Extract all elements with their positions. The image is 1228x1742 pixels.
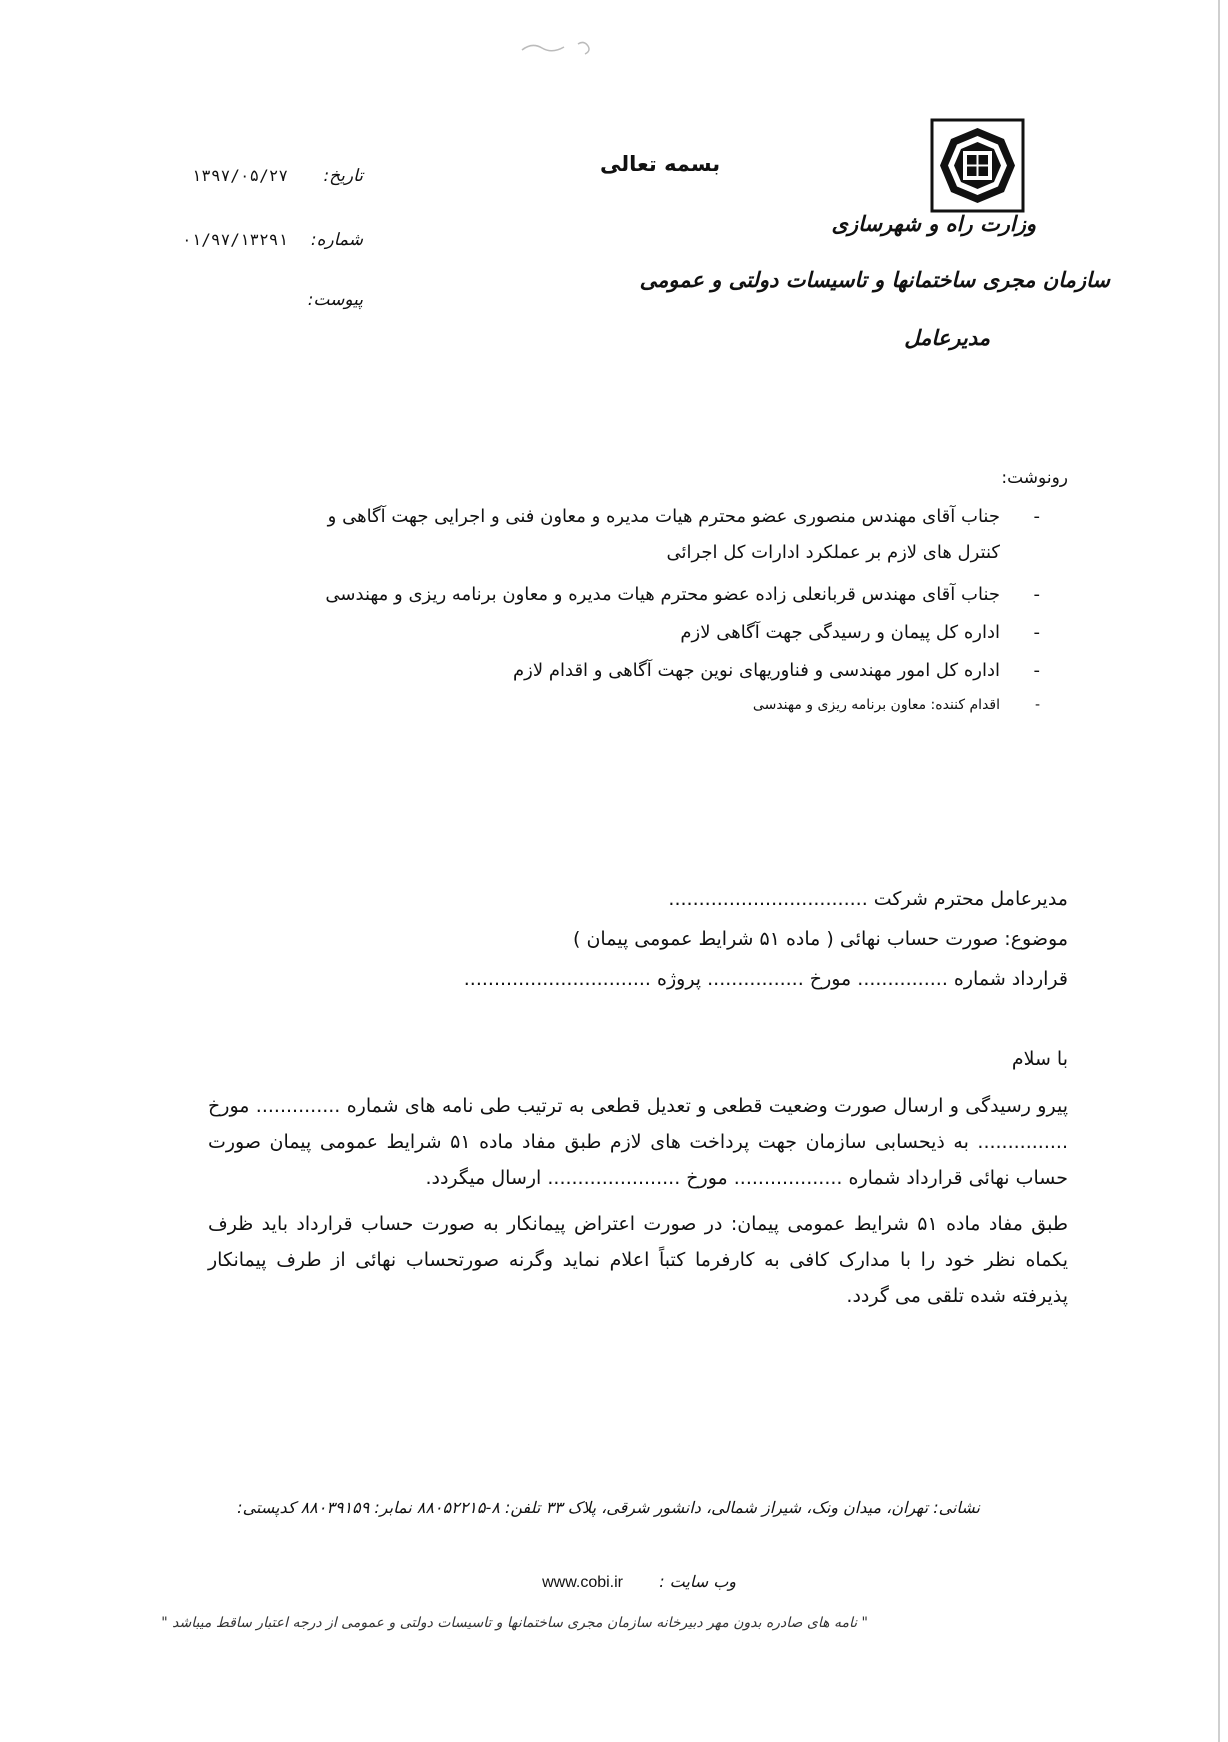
date-label: تاریخ:: [323, 166, 363, 186]
cc-item: جناب آقای مهندس منصوری عضو محترم هیات مدیره و معاون فنی و اجرایی جهت آگاهی و: [327, 506, 1000, 527]
bullet-icon: -: [1034, 697, 1040, 713]
validity-notice: " نامه های صادره بدون مهر دبیرخانه سازمان مجری ساختمانها و تاسیسات دولتی و عمومی از درجه اعتبار ساقط میباشد ": [161, 1615, 868, 1631]
bullet-icon: -: [1033, 506, 1040, 527]
footer-address: نشانی: تهران، میدان ونک، شیراز شمالی، دانشور شرقی، پلاک ۳۳ تلفن: ۸-۸۸۰۵۲۲۱۵ نمابر: ۸۸۰۳۹۱۵۹ کدپستی:: [237, 1498, 980, 1517]
attachment-label: پیوست:: [307, 290, 363, 310]
office-title: مدیرعامل: [904, 326, 990, 350]
cc-item: کنترل های لازم بر عملکرد ادارات کل اجرائی: [666, 542, 1000, 563]
body-paragraph: پیرو رسیدگی و ارسال صورت وضعیت قطعی و تعدیل قطعی به ترتیب طی نامه های شماره .............. مورخ ............... به ذیحسابی سازمان جهت پرداخت های لازم طبق مفاد ماده ۵۱ شرایط عمومی پیمان صورت حساب نهائی قرارداد شماره .................. مورخ ...................... ارسال میگردد.: [208, 1095, 1068, 1189]
date-value: ۱۳۹۷/۰۵/۲۷: [191, 166, 288, 185]
scan-edge: [1218, 0, 1220, 1742]
recipient-line: مدیرعامل محترم شرکت .................................: [668, 888, 1068, 910]
basmala: بسمه تعالی: [600, 152, 721, 176]
number-label: شماره:: [310, 230, 363, 250]
number-value: ۰۱/۹۷/۱۳۲۹۱: [182, 230, 288, 249]
cc-title: رونوشت:: [1001, 468, 1068, 488]
website-label: وب سایت :: [659, 1572, 736, 1591]
cc-item: اقدام کننده: معاون برنامه ریزی و مهندسی: [752, 697, 1000, 713]
ministry-name: وزارت راه و شهرسازی: [831, 212, 1036, 236]
cc-item: اداره کل امور مهندسی و فناوریهای نوین جهت آگاهی و اقدام لازم: [513, 660, 1000, 681]
contract-line: قرارداد شماره ............... مورخ ................ پروژه ...............................: [463, 968, 1068, 990]
bullet-icon: -: [1033, 660, 1040, 681]
subject-line: موضوع: صورت حساب نهائی ( ماده ۵۱ شرایط عمومی پیمان ): [573, 928, 1068, 950]
greeting: با سلام: [1011, 1048, 1068, 1070]
cc-item: اداره کل پیمان و رسیدگی جهت آگاهی لازم: [680, 622, 1000, 643]
organization-logo: [930, 118, 1025, 213]
organization-name: سازمان مجری ساختمانها و تاسیسات دولتی و عمومی: [639, 268, 1110, 292]
bullet-icon: -: [1033, 584, 1040, 605]
scan-mark: [520, 38, 610, 56]
cc-item: جناب آقای مهندس قربانعلی زاده عضو محترم هیات مدیره و معاون برنامه ریزی و مهندسی: [325, 584, 1000, 605]
bullet-icon: -: [1033, 622, 1040, 643]
body-paragraph: طبق مفاد ماده ۵۱ شرایط عمومی پیمان: در صورت اعتراض پیمانکار به صورت حساب قرارداد باید ظرف یکماه نظر خود را با مدارک کافی به کارفرما کتباً اعلام نماید وگرنه صورتحساب نهائی از طرف پیمانکار پذیرفته شده تلقی می گردد.: [208, 1213, 1068, 1307]
website-link[interactable]: www.cobi.ir: [542, 1574, 623, 1591]
